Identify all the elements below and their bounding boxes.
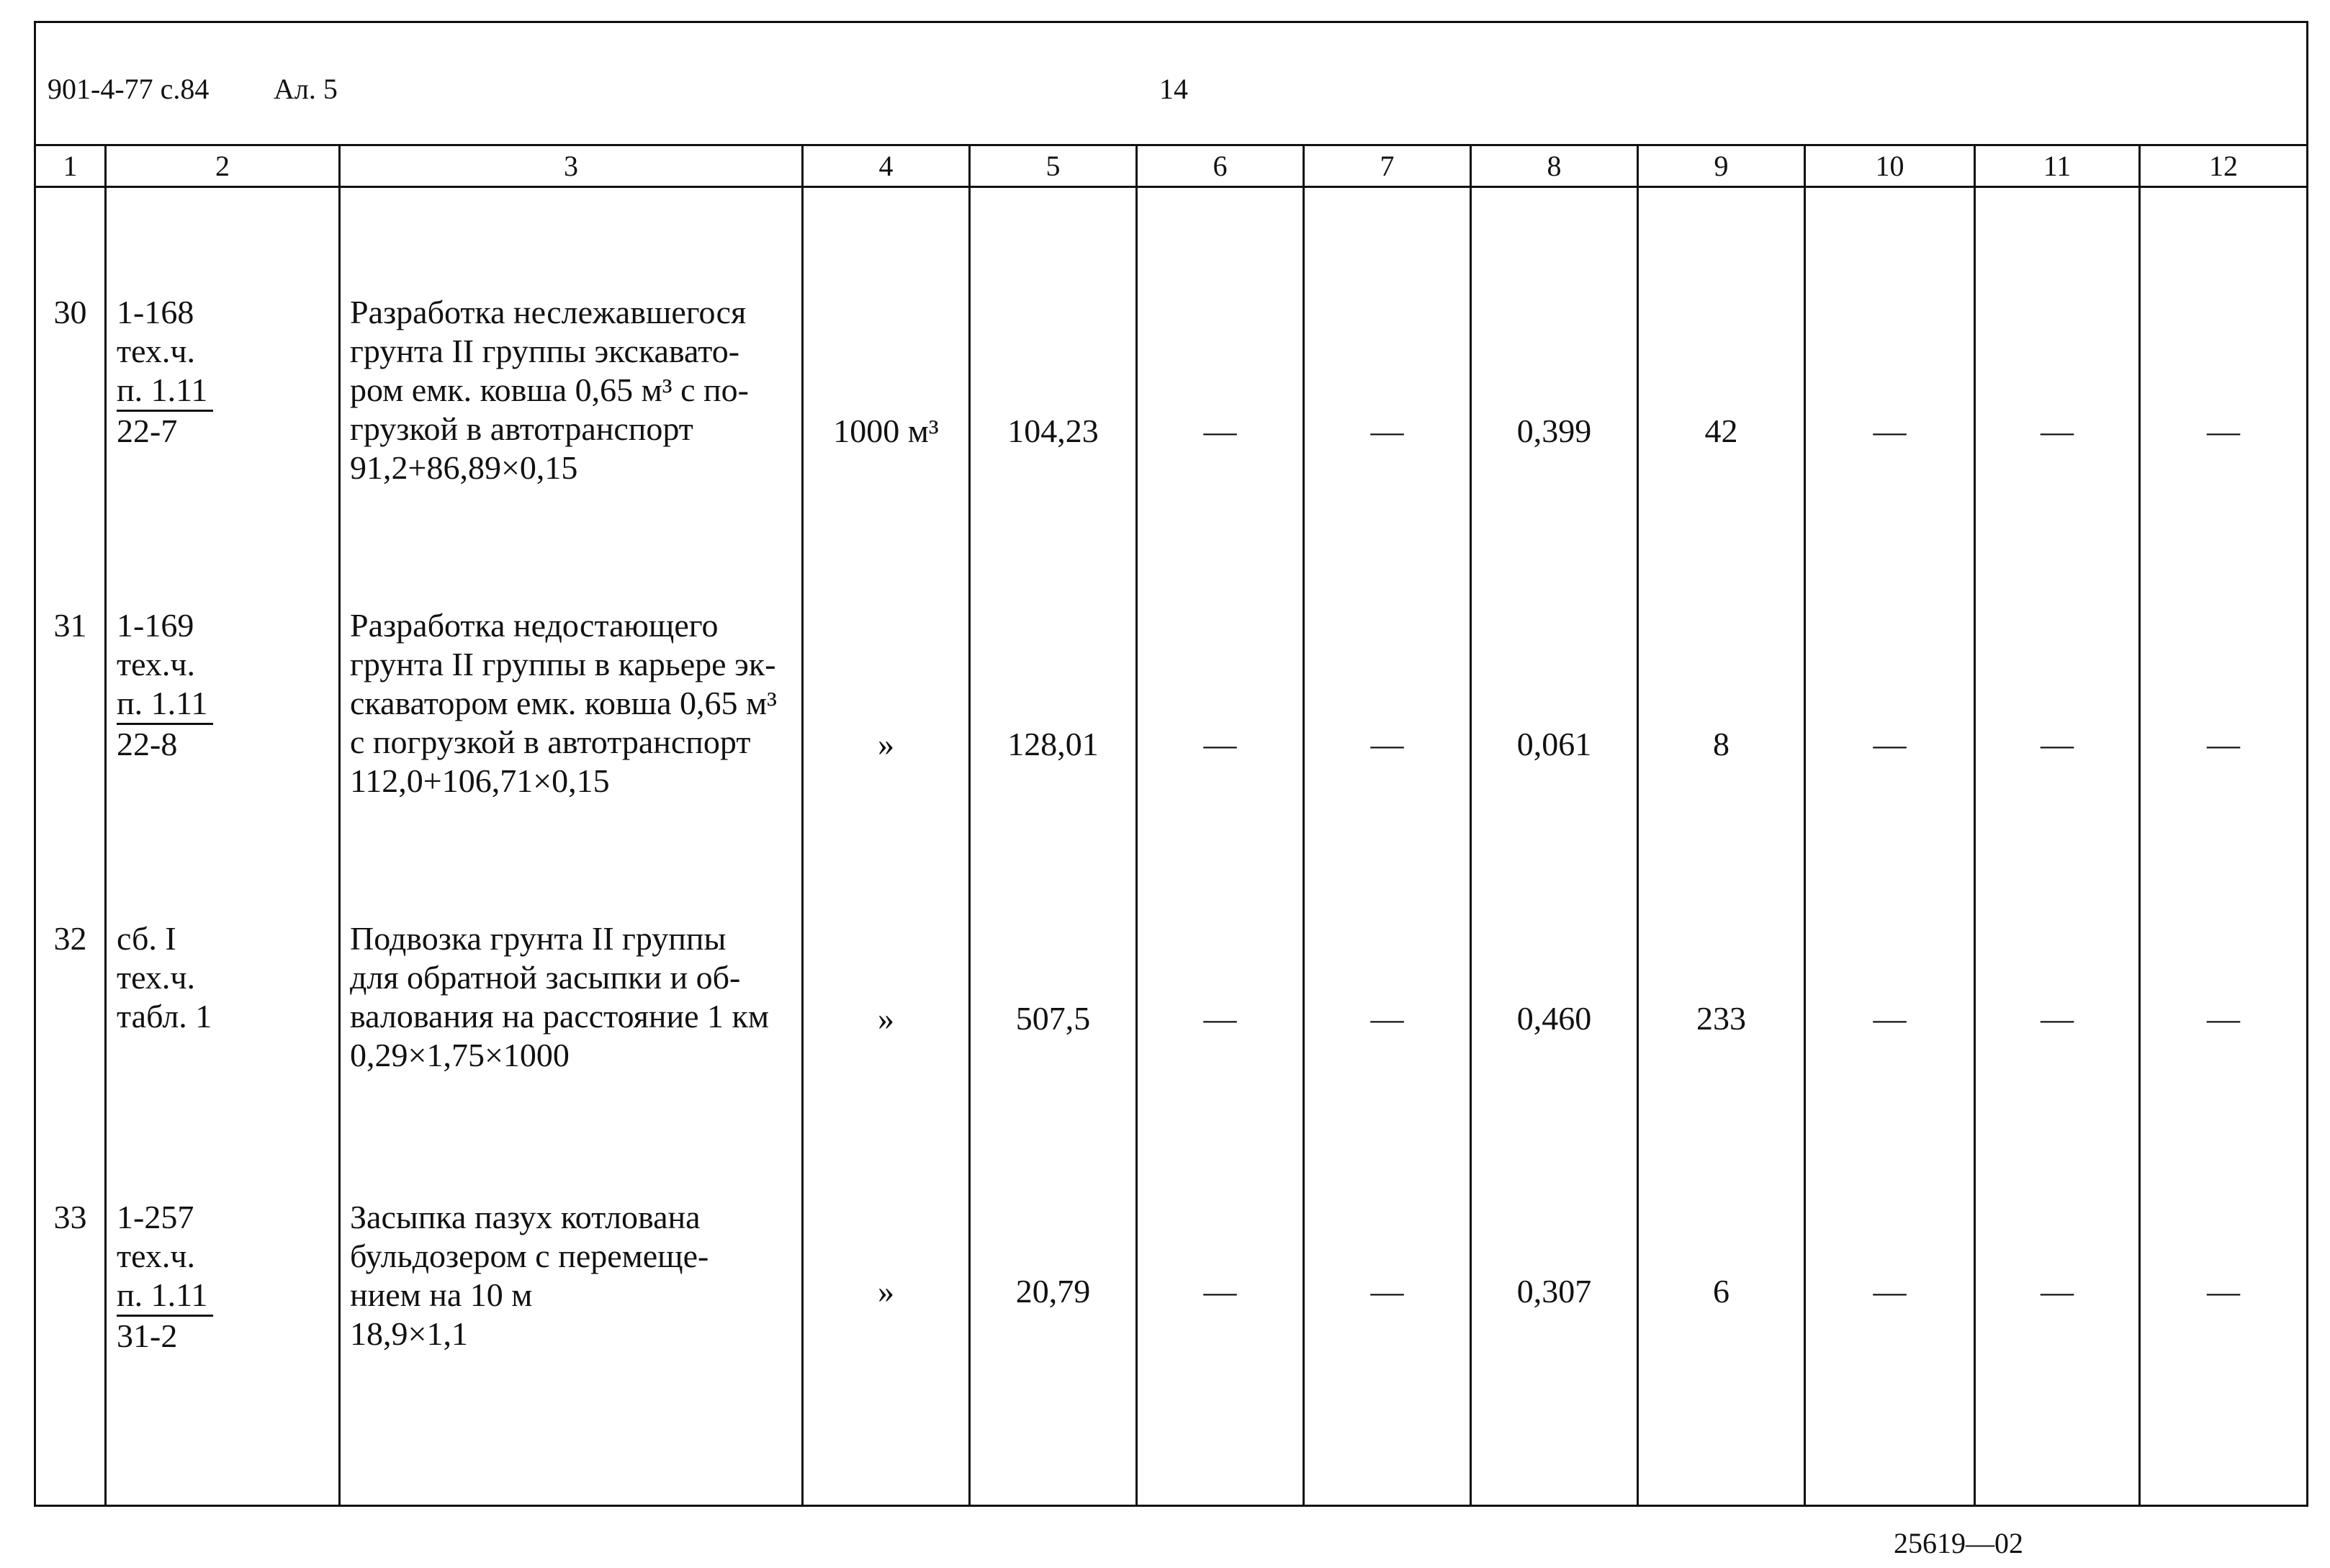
- col8-value: 0,307: [1516, 1273, 1592, 1310]
- work-description: Разработка неслежавшегося грунта II группы экскавато- ром емк. ковша 0,65 м³ с по- грузкой в автотранспорт 91,2+86,89×0,15: [350, 294, 749, 486]
- album-label: Ал. 5: [274, 73, 338, 105]
- column-number: 11: [2043, 150, 2072, 182]
- norm-reference: 1-168 тех.ч. п. 1.11 22-7: [117, 293, 213, 451]
- quantity: 507,5: [1015, 1000, 1091, 1037]
- col6-value: —: [1203, 413, 1237, 449]
- col12-value: —: [2207, 726, 2240, 762]
- col9-value: 8: [1713, 726, 1729, 762]
- work-description: Разработка недостающего грунта II группы в карьере эк- скаватором емк. ковша 0,65 м³ с погрузкой в автотранспорт 112,0+106,71×0,15: [350, 607, 777, 799]
- row-number: 33: [53, 1199, 87, 1235]
- col11-value: —: [2041, 1000, 2074, 1037]
- col6-value: —: [1203, 1000, 1237, 1037]
- col8-value: 0,061: [1516, 726, 1592, 762]
- column-number: 6: [1213, 150, 1228, 182]
- col7-value: —: [1370, 726, 1404, 762]
- column-number: 7: [1380, 150, 1395, 182]
- work-description: Засыпка пазух котлована бульдозером с перемеще- нием на 10 м 18,9×1,1: [350, 1199, 709, 1352]
- column-number: 8: [1547, 150, 1562, 182]
- page-number: 14: [1159, 73, 1188, 105]
- column-number: 5: [1045, 150, 1061, 182]
- col11-value: —: [2041, 413, 2074, 449]
- unit: »: [878, 1000, 894, 1037]
- col-divider: [338, 145, 341, 1507]
- work-description: Подвозка грунта II группы для обратной засыпки и об- валования на расстояние 1 км 0,29×1,75×1000: [350, 920, 769, 1073]
- col8-value: 0,460: [1516, 1000, 1592, 1037]
- col8-value: 0,399: [1516, 413, 1592, 449]
- quantity: 128,01: [1007, 726, 1099, 762]
- unit: »: [878, 1273, 894, 1310]
- col11-value: —: [2041, 726, 2074, 762]
- col7-value: —: [1370, 413, 1404, 449]
- column-number: 4: [878, 150, 894, 182]
- unit: 1000 м³: [833, 413, 939, 449]
- col7-value: —: [1370, 1000, 1404, 1037]
- column-number: 9: [1714, 150, 1729, 182]
- col12-value: —: [2207, 1273, 2240, 1310]
- col11-value: —: [2041, 1273, 2074, 1310]
- row-number: 32: [53, 920, 87, 957]
- header-divider: [36, 144, 2306, 146]
- quantity: 20,79: [1015, 1273, 1091, 1310]
- col9-value: 233: [1696, 1000, 1746, 1037]
- col12-value: —: [2207, 413, 2240, 449]
- col9-value: 6: [1713, 1273, 1729, 1310]
- col6-value: —: [1203, 726, 1237, 762]
- col-divider: [104, 145, 107, 1507]
- col10-value: —: [1873, 1273, 1907, 1310]
- column-number: 1: [63, 150, 78, 182]
- col6-value: —: [1203, 1273, 1237, 1310]
- row-number: 31: [53, 607, 87, 644]
- norm-reference: 1-257 тех.ч. п. 1.11 31-2: [117, 1198, 213, 1356]
- col10-value: —: [1873, 726, 1907, 762]
- col12-value: —: [2207, 1000, 2240, 1037]
- column-numbers-divider: [36, 186, 2306, 188]
- unit: »: [878, 726, 894, 762]
- col10-value: —: [1873, 413, 1907, 449]
- column-number: 3: [564, 150, 578, 182]
- column-number: 10: [1875, 150, 1904, 182]
- footer-code: 25619—02: [1894, 1527, 2023, 1559]
- col10-value: —: [1873, 1000, 1907, 1037]
- norm-reference: сб. I тех.ч. табл. 1: [117, 920, 212, 1035]
- norm-reference: 1-169 тех.ч. п. 1.11 22-8: [117, 606, 213, 764]
- column-number: 2: [215, 150, 230, 182]
- col9-value: 42: [1704, 413, 1738, 449]
- column-number: 12: [2209, 150, 2238, 182]
- col7-value: —: [1370, 1273, 1404, 1310]
- table-frame: [34, 21, 2308, 1507]
- row-number: 30: [53, 294, 87, 330]
- doc-code: 901-4-77 с.84: [48, 73, 210, 105]
- quantity: 104,23: [1007, 413, 1099, 449]
